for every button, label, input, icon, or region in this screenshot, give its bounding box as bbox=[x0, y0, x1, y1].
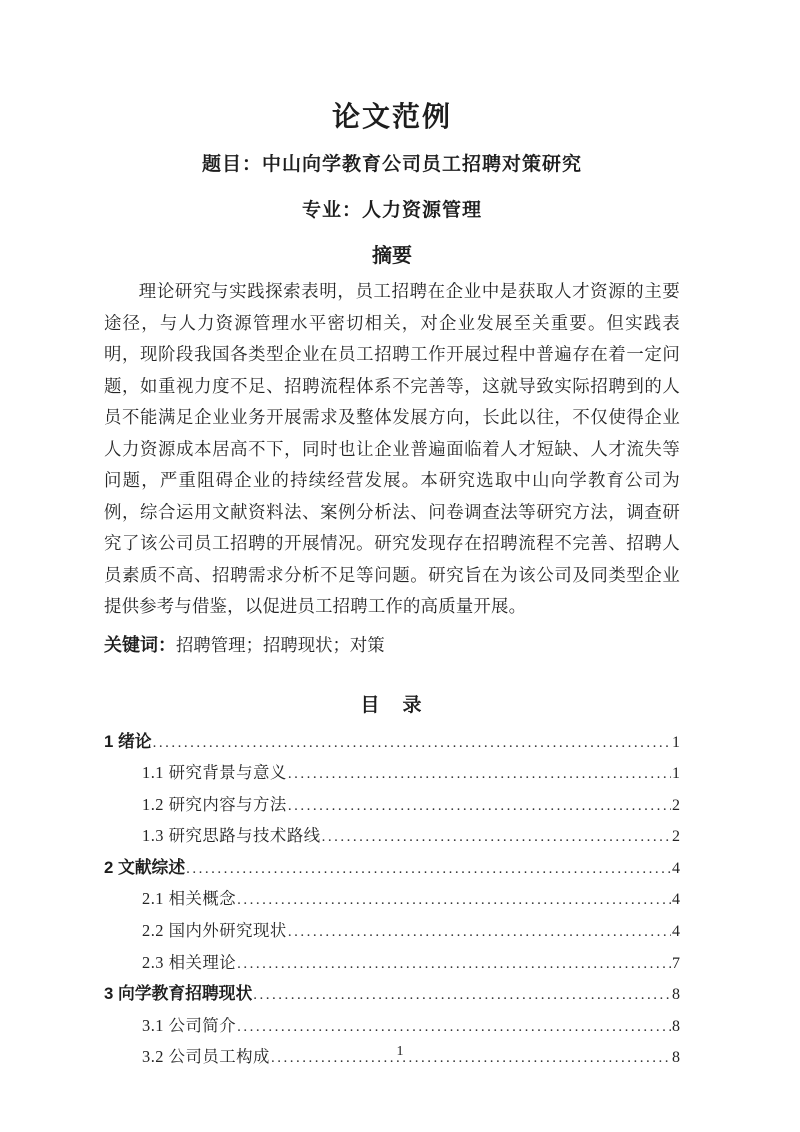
toc-entry-page: 8 bbox=[672, 1017, 680, 1035]
toc-entry-label: 1.3 研究思路与技术路线 bbox=[142, 826, 321, 846]
toc-entry bbox=[104, 759, 680, 791]
toc-entry bbox=[104, 1012, 680, 1044]
keywords-label: 关键词： bbox=[104, 634, 176, 655]
toc-leader-dots bbox=[237, 955, 671, 973]
thesis-topic-line: 题目：中山向学教育公司员工招聘对策研究 bbox=[201, 154, 582, 175]
toc-entry bbox=[104, 822, 680, 854]
toc-entry-page: 4 bbox=[672, 923, 680, 941]
toc-entry-page: 2 bbox=[672, 828, 680, 846]
thesis-major-line: 专业：人力资源管理 bbox=[301, 200, 482, 221]
toc-entry-page: 1 bbox=[672, 765, 680, 783]
toc-leader-dots bbox=[288, 765, 671, 783]
toc-entry-label: 3.2 公司员工构成 bbox=[142, 1047, 270, 1067]
toc-entry bbox=[104, 949, 680, 981]
toc-list bbox=[104, 728, 680, 1076]
toc-leader-dots bbox=[288, 923, 671, 941]
document-title: 论文范例 bbox=[331, 102, 452, 133]
keywords-text: 招聘管理；招聘现状；对策 bbox=[176, 634, 385, 655]
toc-entry-page: 8 bbox=[672, 986, 680, 1004]
toc-entry-label: 1.2 研究内容与方法 bbox=[142, 794, 287, 814]
toc-entry bbox=[104, 854, 680, 886]
toc-entry-page: 8 bbox=[672, 1049, 680, 1067]
toc-leader-dots bbox=[237, 891, 671, 909]
toc-entry bbox=[104, 885, 680, 917]
toc-entry-page: 2 bbox=[672, 796, 680, 814]
toc-entry-label: 3 向学教育招聘现状 bbox=[104, 984, 253, 1004]
toc-entry-label: 1.1 研究背景与意义 bbox=[142, 763, 287, 783]
toc-leader-dots bbox=[237, 1018, 671, 1036]
toc-leader-dots bbox=[153, 734, 671, 752]
toc-leader-dots bbox=[186, 860, 671, 878]
toc-entry bbox=[104, 980, 680, 1012]
toc-heading: 目 录 bbox=[360, 694, 424, 716]
toc-entry-page: 4 bbox=[672, 859, 680, 877]
toc-leader-dots bbox=[322, 828, 671, 846]
toc-entry bbox=[104, 917, 680, 949]
toc-entry-label: 2.3 相关理论 bbox=[142, 952, 237, 972]
toc-leader-dots bbox=[253, 986, 671, 1004]
keywords-line bbox=[104, 630, 680, 660]
toc-leader-dots bbox=[288, 797, 671, 815]
toc-entry-label: 2.2 国内外研究现状 bbox=[142, 921, 287, 941]
toc-entry-label: 2.1 相关概念 bbox=[142, 889, 237, 909]
toc-entry-page: 1 bbox=[672, 733, 680, 751]
abstract-heading: 摘要 bbox=[372, 245, 412, 267]
toc-entry-page: 4 bbox=[672, 891, 680, 909]
toc-entry-page: 7 bbox=[672, 954, 680, 972]
page-number: 1 bbox=[396, 1044, 404, 1059]
toc-entry-label: 2 文献综述 bbox=[104, 857, 186, 877]
toc-entry bbox=[104, 728, 680, 760]
abstract-paragraph: 理论研究与实践探索表明，员工招聘在企业中是获取人才资源的主要途径，与人力资源管理水平密切相关，对企业发展至关重要。但实践表明，现阶段我国各类型企业在员工招聘工作开展过程中普遍存在着一定问题，如重视力度不足、招聘流程体系不完善等，这就导致实际招聘到的人员不能满足企业业务开展需求及整体发展方向，长此以往，不仅使得企业人力资源成本居高不下，同时也让企业普遍面临着人才短缺、人才流失等问题，严重阻碍企业的持续经营发展。本研究选取中山向学教育公司为例，综合运用文献资料法、案例分析法、问卷调查法等研究方法，调查研究了该公司员工招聘的开展情况。研究发现存在招聘流程不完善、招聘人员素质不高、招聘需求分析不足等问题。研究旨在为该公司及同类型企业提供参考与借鉴，以促进员工招聘工作的高质量开展。 bbox=[104, 281, 680, 616]
toc-entry bbox=[104, 791, 680, 823]
toc-entry-label: 1 绪论 bbox=[104, 731, 152, 751]
toc-entry-label: 3.1 公司简介 bbox=[142, 1015, 237, 1035]
